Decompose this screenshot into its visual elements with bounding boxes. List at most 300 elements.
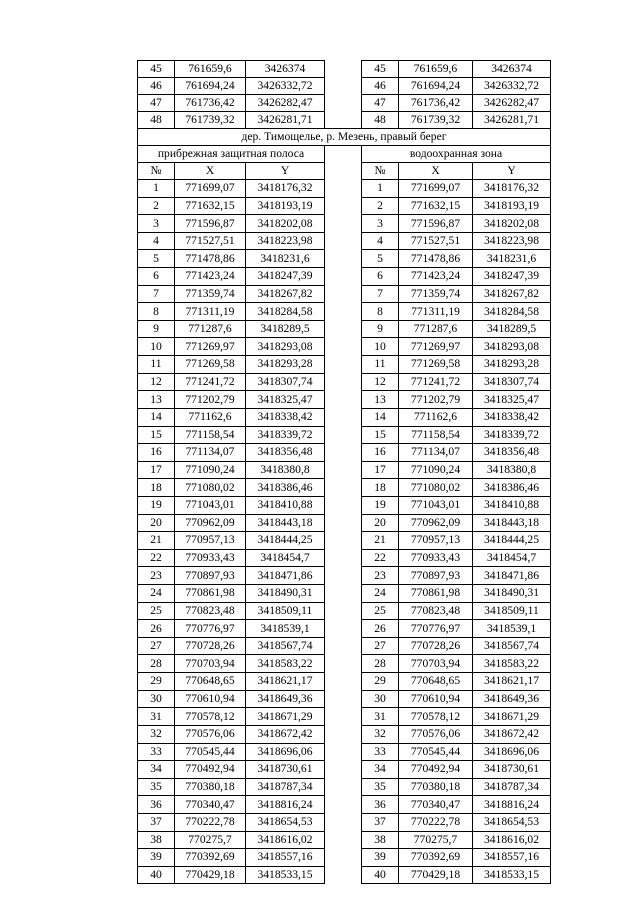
column-gap (325, 796, 362, 814)
right-point-number: 47 (362, 95, 399, 112)
right-point-number: 46 (362, 78, 399, 95)
left-y-value: 3418307,74 (246, 373, 325, 391)
left-y-value: 3418293,08 (246, 338, 325, 356)
left-x-value: 771158,54 (175, 426, 246, 444)
column-gap (325, 197, 362, 215)
right-y-value: 3418247,39 (473, 268, 551, 286)
left-y-value: 3418410,88 (246, 496, 325, 514)
left-point-number: 25 (138, 602, 175, 620)
right-point-number: 13 (362, 391, 399, 409)
table-row (138, 197, 551, 215)
left-y-value: 3418654,53 (246, 813, 325, 831)
right-x-value: 771287,6 (399, 320, 473, 338)
right-point-number: 1 (362, 180, 399, 198)
left-point-number: 18 (138, 479, 175, 497)
right-point-number: 29 (362, 673, 399, 691)
right-x-value: 761736,42 (399, 95, 473, 112)
right-y-value: 3418386,46 (473, 479, 551, 497)
table-row (138, 585, 551, 603)
left-y-value: 3418787,34 (246, 778, 325, 796)
right-point-number: 30 (362, 690, 399, 708)
left-y-value: 3418454,7 (246, 549, 325, 567)
left-y-value: 3426282,47 (246, 95, 325, 112)
column-gap (325, 61, 362, 78)
right-zone-title: водоохранная зона (362, 146, 551, 163)
left-x-value: 770648,65 (175, 673, 246, 691)
column-gap (325, 250, 362, 268)
right-point-number: 24 (362, 585, 399, 603)
table-row (138, 426, 551, 444)
left-point-number: 38 (138, 831, 175, 849)
column-gap (325, 849, 362, 867)
left-x-value: 771359,74 (175, 285, 246, 303)
right-x-value: 770861,98 (399, 585, 473, 603)
left-x-value: 770703,94 (175, 655, 246, 673)
right-x-value: 771359,74 (399, 285, 473, 303)
table-row (138, 743, 551, 761)
left-y-value: 3426374 (246, 61, 325, 78)
column-gap (325, 866, 362, 884)
right-y-value: 3418490,31 (473, 585, 551, 603)
left-y-value: 3418509,11 (246, 602, 325, 620)
column-gap (325, 268, 362, 286)
left-point-number: 16 (138, 444, 175, 462)
right-y-value: 3418787,34 (473, 778, 551, 796)
left-x-value: 770340,47 (175, 796, 246, 814)
right-x-value: 770962,09 (399, 514, 473, 532)
left-y-value: 3418380,8 (246, 461, 325, 479)
left-point-number: 47 (138, 95, 175, 112)
left-x-value: 771162,6 (175, 408, 246, 426)
right-x-value: 770728,26 (399, 637, 473, 655)
right-point-number: 5 (362, 250, 399, 268)
right-x-value: 771162,6 (399, 408, 473, 426)
right-point-number: 4 (362, 232, 399, 250)
right-x-value: 771269,97 (399, 338, 473, 356)
left-x-value: 771287,6 (175, 320, 246, 338)
right-header-number: № (362, 163, 399, 180)
left-y-value: 3418471,86 (246, 567, 325, 585)
left-y-value: 3418267,82 (246, 285, 325, 303)
left-header-number: № (138, 163, 175, 180)
left-x-value: 771527,51 (175, 232, 246, 250)
table-row (138, 866, 551, 884)
right-y-value: 3418443,18 (473, 514, 551, 532)
right-point-number: 23 (362, 567, 399, 585)
table-row (138, 831, 551, 849)
right-point-number: 22 (362, 549, 399, 567)
left-y-value: 3418730,61 (246, 761, 325, 779)
left-x-value: 771632,15 (175, 197, 246, 215)
right-x-value: 771269,58 (399, 356, 473, 374)
right-point-number: 9 (362, 320, 399, 338)
right-y-value: 3418471,86 (473, 567, 551, 585)
column-gap (325, 215, 362, 233)
table-row (138, 444, 551, 462)
left-point-number: 2 (138, 197, 175, 215)
right-y-value: 3418223,98 (473, 232, 551, 250)
right-x-value: 761659,6 (399, 61, 473, 78)
left-x-value: 771478,86 (175, 250, 246, 268)
table-row (138, 112, 551, 129)
left-y-value: 3418293,28 (246, 356, 325, 374)
table-row (138, 813, 551, 831)
table-row (138, 673, 551, 691)
right-y-value: 3418325,47 (473, 391, 551, 409)
left-y-value: 3418443,18 (246, 514, 325, 532)
left-x-value: 770545,44 (175, 743, 246, 761)
column-gap (325, 496, 362, 514)
right-point-number: 27 (362, 637, 399, 655)
right-y-value: 3418307,74 (473, 373, 551, 391)
table-row (138, 78, 551, 95)
left-x-value: 770222,78 (175, 813, 246, 831)
left-y-value: 3418202,08 (246, 215, 325, 233)
column-gap (325, 373, 362, 391)
left-y-value: 3418289,5 (246, 320, 325, 338)
left-x-value: 770429,18 (175, 866, 246, 884)
left-point-number: 14 (138, 408, 175, 426)
right-x-value: 770392,69 (399, 849, 473, 867)
right-y-value: 3418202,08 (473, 215, 551, 233)
left-y-value: 3418325,47 (246, 391, 325, 409)
column-gap (325, 514, 362, 532)
right-point-number: 39 (362, 849, 399, 867)
column-gap (325, 532, 362, 550)
table-row (138, 761, 551, 779)
left-x-value: 770861,98 (175, 585, 246, 603)
right-x-value: 771423,24 (399, 268, 473, 286)
left-x-value: 770610,94 (175, 690, 246, 708)
right-point-number: 20 (362, 514, 399, 532)
left-y-value: 3418539,1 (246, 620, 325, 638)
right-x-value: 771241,72 (399, 373, 473, 391)
right-y-value: 3418616,02 (473, 831, 551, 849)
left-x-value: 771269,97 (175, 338, 246, 356)
left-y-value: 3418621,17 (246, 673, 325, 691)
right-point-number: 45 (362, 61, 399, 78)
left-x-value: 771202,79 (175, 391, 246, 409)
zone-title-row (138, 146, 551, 163)
right-point-number: 31 (362, 708, 399, 726)
column-header-row (138, 163, 551, 180)
left-y-value: 3418444,25 (246, 532, 325, 550)
right-y-value: 3418533,15 (473, 866, 551, 884)
right-y-value: 3418816,24 (473, 796, 551, 814)
right-y-value: 3426281,71 (473, 112, 551, 129)
column-gap (325, 95, 362, 112)
right-y-value: 3418454,7 (473, 549, 551, 567)
table-row (138, 849, 551, 867)
right-point-number: 10 (362, 338, 399, 356)
right-point-number: 34 (362, 761, 399, 779)
left-x-value: 771043,01 (175, 496, 246, 514)
left-y-value: 3418231,6 (246, 250, 325, 268)
left-point-number: 21 (138, 532, 175, 550)
left-y-value: 3418557,16 (246, 849, 325, 867)
left-y-value: 3418816,24 (246, 796, 325, 814)
right-x-value: 770823,48 (399, 602, 473, 620)
left-point-number: 4 (138, 232, 175, 250)
left-point-number: 48 (138, 112, 175, 129)
column-gap (325, 356, 362, 374)
left-x-value: 770578,12 (175, 708, 246, 726)
column-gap (325, 408, 362, 426)
left-point-number: 24 (138, 585, 175, 603)
right-x-value: 771158,54 (399, 426, 473, 444)
left-x-value: 770275,7 (175, 831, 246, 849)
left-y-value: 3418386,46 (246, 479, 325, 497)
right-x-value: 770610,94 (399, 690, 473, 708)
left-y-value: 3418567,74 (246, 637, 325, 655)
table-row (138, 461, 551, 479)
right-point-number: 14 (362, 408, 399, 426)
left-point-number: 40 (138, 866, 175, 884)
right-x-value: 770492,94 (399, 761, 473, 779)
table-row (138, 567, 551, 585)
column-gap (325, 180, 362, 198)
column-gap (325, 78, 362, 95)
column-gap (325, 479, 362, 497)
table-row (138, 514, 551, 532)
right-x-value: 770545,44 (399, 743, 473, 761)
column-gap (325, 146, 362, 163)
left-point-number: 15 (138, 426, 175, 444)
left-x-value: 771269,58 (175, 356, 246, 374)
table-row (138, 408, 551, 426)
table-row (138, 496, 551, 514)
left-x-value: 761739,32 (175, 112, 246, 129)
left-point-number: 5 (138, 250, 175, 268)
right-x-value: 771478,86 (399, 250, 473, 268)
column-gap (325, 461, 362, 479)
table-row (138, 532, 551, 550)
left-point-number: 31 (138, 708, 175, 726)
right-y-value: 3418293,08 (473, 338, 551, 356)
left-point-number: 8 (138, 303, 175, 321)
left-y-value: 3418672,42 (246, 725, 325, 743)
left-y-value: 3418671,29 (246, 708, 325, 726)
left-point-number: 39 (138, 849, 175, 867)
right-point-number: 18 (362, 479, 399, 497)
column-gap (325, 338, 362, 356)
right-point-number: 7 (362, 285, 399, 303)
left-x-value: 761694,24 (175, 78, 246, 95)
table-row (138, 320, 551, 338)
left-point-number: 33 (138, 743, 175, 761)
column-gap (325, 303, 362, 321)
column-gap (325, 320, 362, 338)
right-y-value: 3418696,06 (473, 743, 551, 761)
column-gap (325, 232, 362, 250)
right-y-value: 3418267,82 (473, 285, 551, 303)
left-zone-title: прибрежная защитная полоса (138, 146, 325, 163)
left-point-number: 17 (138, 461, 175, 479)
left-point-number: 32 (138, 725, 175, 743)
right-y-value: 3418356,48 (473, 444, 551, 462)
left-header-y: Y (246, 163, 325, 180)
right-y-value: 3418672,42 (473, 725, 551, 743)
left-x-value: 770957,13 (175, 532, 246, 550)
left-x-value: 771134,07 (175, 444, 246, 462)
right-y-value: 3418410,88 (473, 496, 551, 514)
right-point-number: 25 (362, 602, 399, 620)
left-point-number: 37 (138, 813, 175, 831)
table-row (138, 215, 551, 233)
top-rows-group (138, 61, 551, 129)
left-y-value: 3418583,22 (246, 655, 325, 673)
right-y-value: 3418509,11 (473, 602, 551, 620)
left-point-number: 12 (138, 373, 175, 391)
right-header-x: X (399, 163, 473, 180)
table-row (138, 479, 551, 497)
right-x-value: 770648,65 (399, 673, 473, 691)
right-x-value: 771632,15 (399, 197, 473, 215)
right-y-value: 3418338,42 (473, 408, 551, 426)
right-x-value: 761694,24 (399, 78, 473, 95)
left-point-number: 29 (138, 673, 175, 691)
right-point-number: 21 (362, 532, 399, 550)
table-row (138, 778, 551, 796)
left-point-number: 9 (138, 320, 175, 338)
left-point-number: 13 (138, 391, 175, 409)
left-y-value: 3418356,48 (246, 444, 325, 462)
right-y-value: 3418380,8 (473, 461, 551, 479)
right-x-value: 770340,47 (399, 796, 473, 814)
left-point-number: 30 (138, 690, 175, 708)
right-y-value: 3418539,1 (473, 620, 551, 638)
column-gap (325, 426, 362, 444)
right-point-number: 11 (362, 356, 399, 374)
column-gap (325, 112, 362, 129)
right-y-value: 3418567,74 (473, 637, 551, 655)
table-row (138, 250, 551, 268)
left-y-value: 3418339,72 (246, 426, 325, 444)
right-x-value: 770275,7 (399, 831, 473, 849)
left-y-value: 3418284,58 (246, 303, 325, 321)
right-x-value: 770429,18 (399, 866, 473, 884)
right-x-value: 770380,18 (399, 778, 473, 796)
left-x-value: 770392,69 (175, 849, 246, 867)
left-point-number: 20 (138, 514, 175, 532)
right-x-value: 770897,93 (399, 567, 473, 585)
left-header-x: X (175, 163, 246, 180)
left-y-value: 3418193,19 (246, 197, 325, 215)
left-point-number: 22 (138, 549, 175, 567)
left-x-value: 770962,09 (175, 514, 246, 532)
column-gap (325, 285, 362, 303)
right-y-value: 3426332,72 (473, 78, 551, 95)
right-point-number: 32 (362, 725, 399, 743)
right-x-value: 771134,07 (399, 444, 473, 462)
table-row (138, 268, 551, 286)
left-y-value: 3418490,31 (246, 585, 325, 603)
left-x-value: 770897,93 (175, 567, 246, 585)
section-title-row (138, 129, 551, 146)
table-row (138, 180, 551, 198)
left-point-number: 11 (138, 356, 175, 374)
right-x-value: 770776,97 (399, 620, 473, 638)
table-row (138, 708, 551, 726)
right-point-number: 12 (362, 373, 399, 391)
left-y-value: 3418649,36 (246, 690, 325, 708)
right-point-number: 2 (362, 197, 399, 215)
left-point-number: 23 (138, 567, 175, 585)
column-gap (325, 778, 362, 796)
table-row (138, 356, 551, 374)
right-point-number: 28 (362, 655, 399, 673)
column-gap (325, 725, 362, 743)
left-point-number: 34 (138, 761, 175, 779)
right-point-number: 48 (362, 112, 399, 129)
table-row (138, 373, 551, 391)
table-row (138, 95, 551, 112)
table-row (138, 61, 551, 78)
column-gap (325, 708, 362, 726)
right-y-value: 3418583,22 (473, 655, 551, 673)
column-gap (325, 567, 362, 585)
left-y-value: 3418696,06 (246, 743, 325, 761)
right-x-value: 761739,32 (399, 112, 473, 129)
right-y-value: 3418231,6 (473, 250, 551, 268)
left-point-number: 45 (138, 61, 175, 78)
right-point-number: 17 (362, 461, 399, 479)
right-point-number: 16 (362, 444, 399, 462)
right-y-value: 3418176,32 (473, 180, 551, 198)
left-x-value: 771423,24 (175, 268, 246, 286)
right-y-value: 3418654,53 (473, 813, 551, 831)
right-y-value: 3418284,58 (473, 303, 551, 321)
left-x-value: 771241,72 (175, 373, 246, 391)
left-point-number: 46 (138, 78, 175, 95)
right-x-value: 771202,79 (399, 391, 473, 409)
right-x-value: 770703,94 (399, 655, 473, 673)
right-x-value: 771311,19 (399, 303, 473, 321)
left-point-number: 7 (138, 285, 175, 303)
left-y-value: 3418247,39 (246, 268, 325, 286)
column-gap (325, 163, 362, 180)
right-x-value: 771080,02 (399, 479, 473, 497)
left-x-value: 771090,24 (175, 461, 246, 479)
left-x-value: 770728,26 (175, 637, 246, 655)
left-x-value: 771311,19 (175, 303, 246, 321)
table-row (138, 285, 551, 303)
table-row (138, 637, 551, 655)
left-point-number: 27 (138, 637, 175, 655)
left-x-value: 770492,94 (175, 761, 246, 779)
right-point-number: 33 (362, 743, 399, 761)
left-x-value: 771080,02 (175, 479, 246, 497)
right-y-value: 3418730,61 (473, 761, 551, 779)
right-x-value: 770957,13 (399, 532, 473, 550)
right-y-value: 3418557,16 (473, 849, 551, 867)
right-point-number: 19 (362, 496, 399, 514)
left-point-number: 19 (138, 496, 175, 514)
left-x-value: 770823,48 (175, 602, 246, 620)
left-point-number: 3 (138, 215, 175, 233)
table-row (138, 620, 551, 638)
table-row (138, 232, 551, 250)
left-x-value: 761736,42 (175, 95, 246, 112)
coordinates-table (137, 60, 551, 884)
column-gap (325, 690, 362, 708)
column-gap (325, 761, 362, 779)
right-y-value: 3418339,72 (473, 426, 551, 444)
column-gap (325, 637, 362, 655)
column-gap (325, 655, 362, 673)
right-x-value: 770578,12 (399, 708, 473, 726)
left-point-number: 10 (138, 338, 175, 356)
